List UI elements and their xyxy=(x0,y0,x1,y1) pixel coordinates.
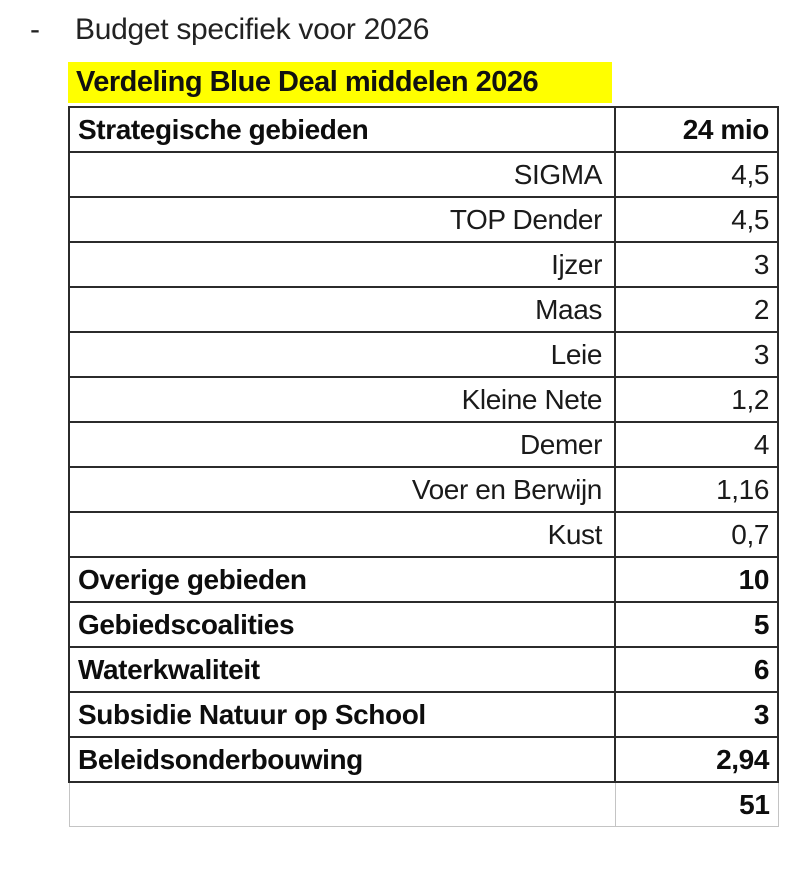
row-value-cell: 4 xyxy=(615,422,778,467)
header-value-cell: 24 mio xyxy=(615,107,778,152)
table-row xyxy=(69,377,778,422)
row-label-cell: Demer xyxy=(69,422,615,467)
table-row xyxy=(69,197,778,242)
row-label-cell: Kleine Nete xyxy=(69,377,615,422)
row-value-cell: 1,16 xyxy=(615,467,778,512)
category-value-cell: 10 xyxy=(615,557,778,602)
row-label-cell: TOP Dender xyxy=(69,197,615,242)
category-label-cell: Beleidsonderbouwing xyxy=(69,737,615,782)
category-row xyxy=(69,557,778,602)
category-label-cell: Subsidie Natuur op School xyxy=(69,692,615,737)
table-row xyxy=(69,242,778,287)
row-value-cell: 3 xyxy=(615,332,778,377)
table-header-row xyxy=(69,107,778,152)
row-label-cell: Maas xyxy=(69,287,615,332)
section-heading: Budget specifiek voor 2026 xyxy=(75,13,430,46)
row-value-cell: 2 xyxy=(615,287,778,332)
row-label-cell: Ijzer xyxy=(69,242,615,287)
total-value-cell: 51 xyxy=(615,782,778,827)
category-row xyxy=(69,647,778,692)
row-label-cell: Leie xyxy=(69,332,615,377)
category-value-cell: 6 xyxy=(615,647,778,692)
row-value-cell: 4,5 xyxy=(615,197,778,242)
row-value-cell: 3 xyxy=(615,242,778,287)
category-value-cell: 5 xyxy=(615,602,778,647)
category-label-cell: Waterkwaliteit xyxy=(69,647,615,692)
table-row xyxy=(69,467,778,512)
table-title-highlighted: Verdeling Blue Deal middelen 2026 xyxy=(68,62,612,103)
row-label-cell: Kust xyxy=(69,512,615,557)
row-value-cell: 0,7 xyxy=(615,512,778,557)
category-row xyxy=(69,692,778,737)
category-value-cell: 3 xyxy=(615,692,778,737)
total-label-cell xyxy=(69,782,615,827)
category-row xyxy=(69,737,778,782)
table-row xyxy=(69,332,778,377)
table-row xyxy=(69,287,778,332)
category-label-cell: Overige gebieden xyxy=(69,557,615,602)
table-row xyxy=(69,152,778,197)
row-value-cell: 4,5 xyxy=(615,152,778,197)
category-row xyxy=(69,602,778,647)
category-value-cell: 2,94 xyxy=(615,737,778,782)
header-label-cell: Strategische gebieden xyxy=(69,107,615,152)
table-row xyxy=(69,512,778,557)
bullet-line xyxy=(30,12,800,48)
budget-table xyxy=(68,106,779,827)
table-row xyxy=(69,422,778,467)
row-label-cell: Voer en Berwijn xyxy=(69,467,615,512)
row-label-cell: SIGMA xyxy=(69,152,615,197)
category-label-cell: Gebiedscoalities xyxy=(69,602,615,647)
row-value-cell: 1,2 xyxy=(615,377,778,422)
bullet-dash: - xyxy=(30,13,40,46)
total-row xyxy=(69,782,778,827)
